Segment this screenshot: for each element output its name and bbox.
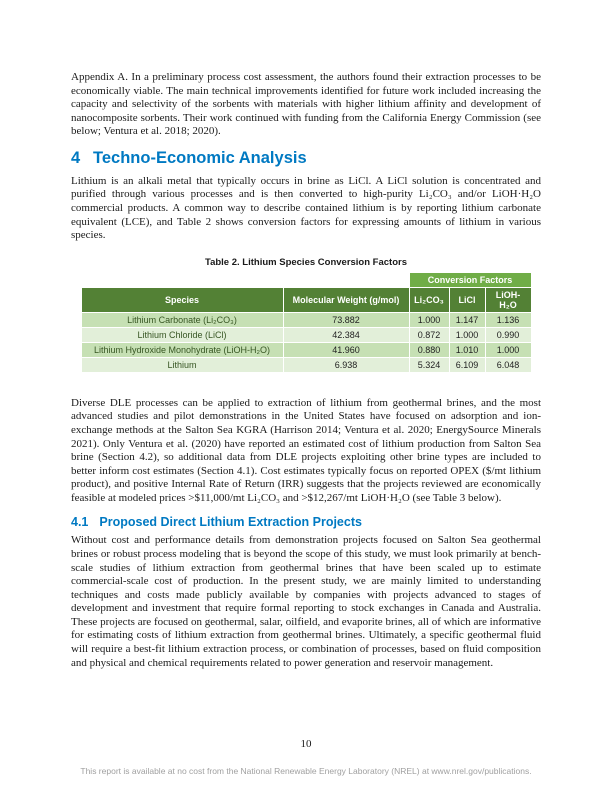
footer-availability-note: This report is available at no cost from the National Renewable Energy Laboratory (NREL) at www.nrel.gov/publications. [80,766,532,776]
cell-factor-lioh: 0.990 [485,327,531,342]
column-header-molecular-weight: Molecular Weight (g/mol) [283,287,409,312]
column-header-li2co3: Li₂CO₃ [409,287,449,312]
cell-factor-licl: 1.010 [449,342,485,357]
column-header-lioh-h2o: LiOH-H₂O [485,287,531,312]
column-header-licl: LiCl [449,287,485,312]
table-group-header-row [81,272,531,287]
conversion-factors-table [81,272,532,373]
cell-species: Lithium [81,357,283,372]
paragraph-appendix: Appendix A. In a preliminary process cost assessment, the authors found their extraction processes to be economically viable. The main technical improvements identified for future work included increasing the capacity and selectivity of the sorbents with materials with higher lithium affinity and development of nanocomposite sorbents. Their work continued with funding from the California Energy Commission (see below; Ventura et al. 2018; 2020). [71,71,541,138]
cell-species: Lithium Carbonate (Li₂CO₃) [81,312,283,327]
table-block [71,257,541,373]
subsection-number: 4.1 [71,515,89,530]
cell-factor-li2co3: 5.324 [409,357,449,372]
table-column-header-row [81,287,531,312]
cell-species: Lithium Chloride (LiCl) [81,327,283,342]
cell-factor-lioh: 1.000 [485,342,531,357]
table-row [81,312,531,327]
page-number: 10 [300,738,312,750]
table-row [81,327,531,342]
cell-factor-li2co3: 0.872 [409,327,449,342]
table-corner-blank [81,272,409,287]
cell-molecular-weight: 73.882 [283,312,409,327]
cell-factor-lioh: 1.136 [485,312,531,327]
paragraph-lce: Lithium is an alkali metal that typically occurs in brine as LiCl. A LiCl solution is concentrated and purified through various processes and is then converted to high-purity Li₂CO₃ and/or LiOH·H₂O commercial products. A common way to describe contained lithium is by reporting lithium carbonate equivalent (LCE), and Table 2 shows conversion factors for expressing amounts of lithium in various species. [71,174,541,242]
cell-factor-li2co3: 0.880 [409,342,449,357]
paragraph-dle: Diverse DLE processes can be applied to extraction of lithium from geothermal brines, and the most advanced studies and pilot demonstrations in the United States have focused on adsorption and ion-exchange methods at the Salton Sea KGRA (Harrison 2014; Ventura et al. 2020; EnergySource Minerals 2021). Only Ventura et al. (2020) have reported an estimated cost of lithium production from Salton Sea brine (Section 4.2), so additional data from DLE projects exploiting other brine types are included to better inform cost estimates (Section 4.1). Cost estimates typically focus on reported OPEX ($/mt lithium product), and positive Internal Rate of Return (IRR) suggests that the projects reviewed are economically feasible at modeled prices >$11,000/mt Li₂CO₃ and >$12,267/mt LiOH·H₂O (see Table 3 below). [71,396,541,504]
section-heading [71,149,541,168]
group-header-conversion-factors: Conversion Factors [409,272,531,287]
cell-factor-licl: 1.000 [449,327,485,342]
subsection-title: Proposed Direct Lithium Extraction Projects [99,515,362,530]
table-row [81,357,531,372]
paragraph-projects: Without cost and performance details from demonstration projects focused on Salton Sea geothermal brines or robust process modeling that is beyond the scope of this study, we must look primarily at bench-scale studies of lithium extraction from geothermal brines that have been scaled up to estimate commercial-scale cost of production. In the present study, we are mainly limited to understanding techniques and costs made publicly available by companies with projects advanced to stages of development and investment that require formal reporting to stock exchanges in Canada and Australia. These projects are focused on geothermal, salar, oilfield, and evaporite brines, all of which are informative for estimating costs of lithium extraction from geothermal brines. Ultimately, a specific geothermal fluid will require a best-fit lithium extraction process, or combination of processes, based on fluid composition and physical and chemical requirements related to power generation and reservoir management. [71,534,541,669]
cell-molecular-weight: 6.938 [283,357,409,372]
section-number: 4 [71,148,81,167]
subsection-heading [71,515,541,529]
column-header-species: Species [81,287,283,312]
cell-species: Lithium Hydroxide Monohydrate (LiOH-H₂O) [81,342,283,357]
cell-molecular-weight: 42.384 [283,327,409,342]
cell-factor-licl: 6.109 [449,357,485,372]
cell-factor-li2co3: 1.000 [409,312,449,327]
cell-molecular-weight: 41.960 [283,342,409,357]
table-row [81,342,531,357]
section-title: Techno-Economic Analysis [93,148,307,167]
cell-factor-lioh: 6.048 [485,357,531,372]
table-caption: Table 2. Lithium Species Conversion Factors [204,256,407,268]
cell-factor-licl: 1.147 [449,312,485,327]
